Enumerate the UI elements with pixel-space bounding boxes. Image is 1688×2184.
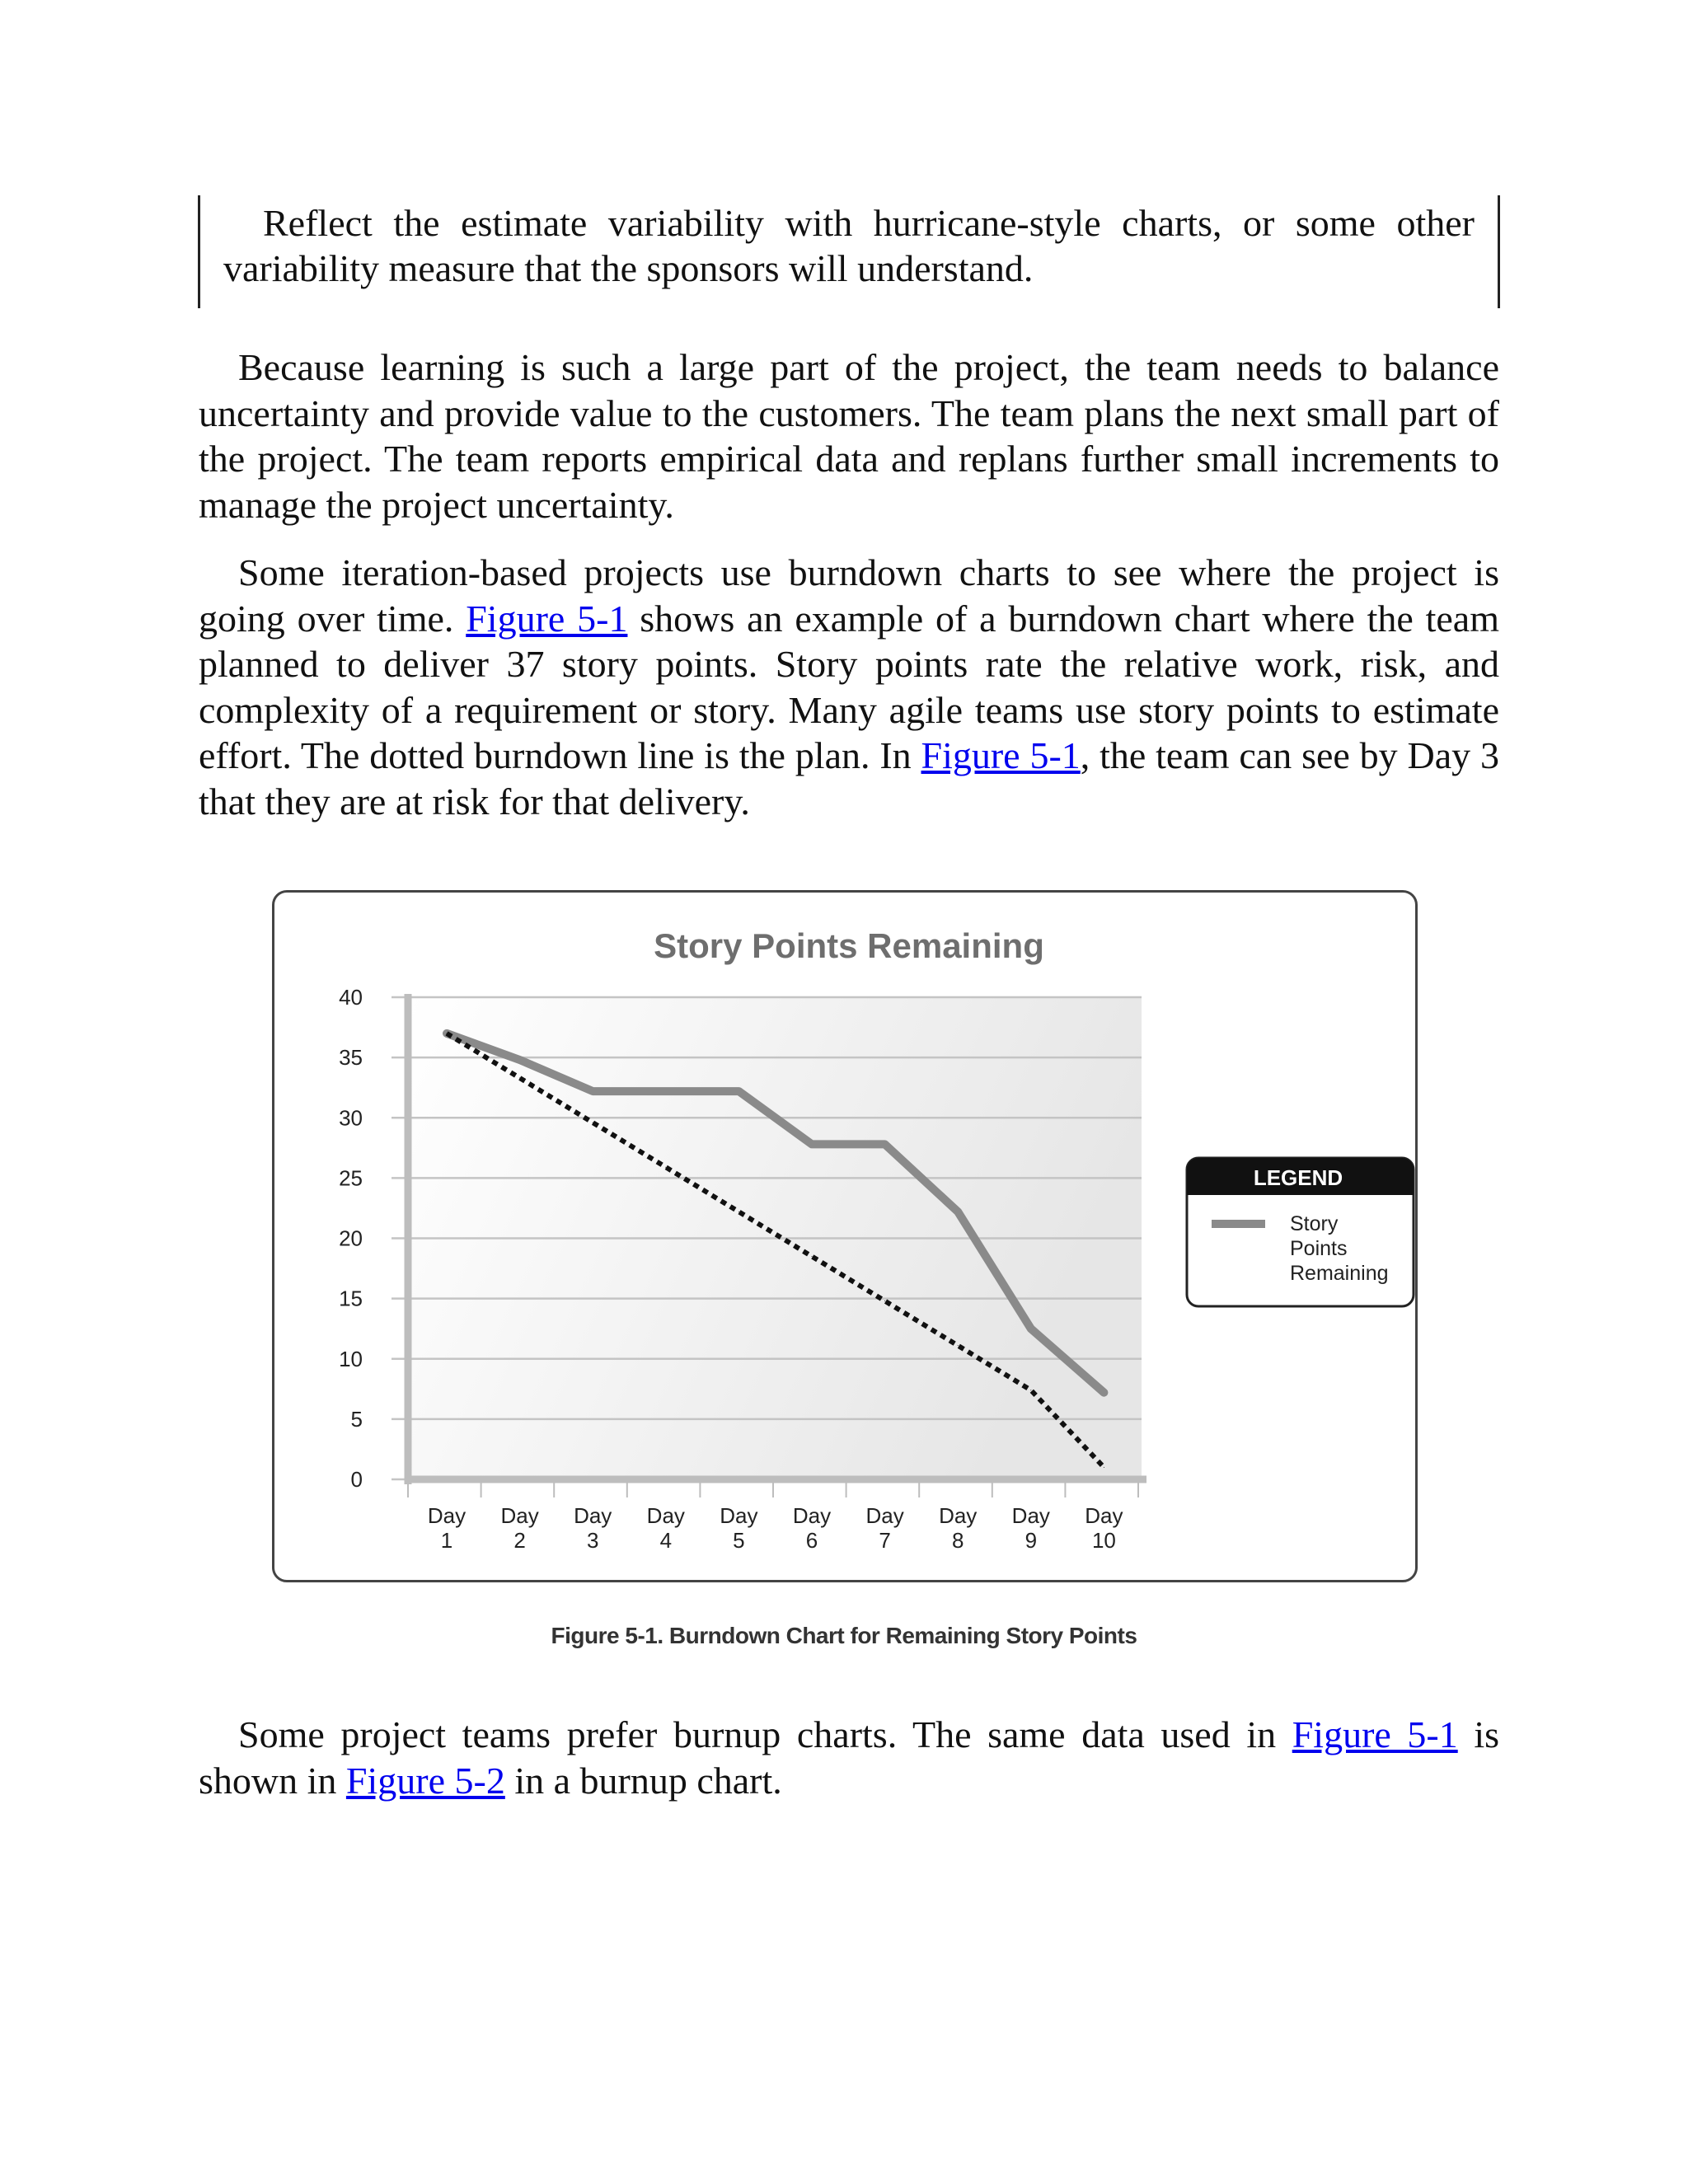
data-point (738, 1090, 739, 1092)
x-tick-label-line1: Day (574, 1503, 612, 1528)
data-point (811, 1143, 813, 1145)
figure-5-2-link[interactable]: Figure 5-2 (345, 1759, 505, 1802)
legend-title: LEGEND (1253, 1165, 1343, 1190)
data-point (665, 1090, 667, 1092)
x-tick-label-line1: Day (720, 1503, 758, 1528)
y-tick-label: 25 (339, 1165, 363, 1191)
paragraph-burnup (199, 1712, 1499, 1803)
paragraph-burnup-text-1: Some project teams prefer burnup charts. The same data used in (238, 1713, 1292, 1755)
paragraph-burndown-text-2: shows an example of a burndown chart where the team planned to deliver 37 story points. Story points rate the relative work, risk, and complexity of a requirement or story. Many agile teams use story points to estimate effort. The dotted burndown line is the plan. In (199, 597, 1499, 776)
x-tick-label-line2: 1 (440, 1528, 453, 1553)
x-tick-label-line2: 8 (951, 1528, 964, 1553)
x-tick-label-line2: 10 (1091, 1528, 1116, 1553)
data-point (812, 1256, 813, 1257)
data-point (1103, 1392, 1104, 1394)
callout-text (223, 200, 1475, 291)
callout-text-content: Reflect the estimate variability with hurricane-style charts, or some other variability measure that the sponsors will understand. (223, 202, 1475, 289)
data-point (519, 1077, 520, 1078)
x-tick-label-line2: 6 (805, 1528, 818, 1553)
x-tick-label-line2: 7 (879, 1528, 891, 1553)
legend-label: Story (1290, 1212, 1339, 1235)
x-tick-label-line1: Day (646, 1503, 685, 1528)
paragraph-learning-text: Because learning is such a large part of the project, the team needs to balance uncertainty and provide value to the customers. The team plans the next small part of the project. The team reports empirical data and replans further small increments to manage the project uncertainty. (199, 346, 1499, 526)
y-tick-label: 30 (339, 1105, 363, 1131)
y-tick-label: 35 (339, 1045, 363, 1071)
data-point (519, 1059, 521, 1061)
data-point (958, 1345, 959, 1346)
y-tick-label: 5 (350, 1406, 363, 1432)
legend-label: Remaining (1290, 1262, 1389, 1285)
paragraph-burndown-text-1: Some iteration-based projects use burndown charts to see where the project is going over time. (199, 551, 1499, 640)
legend-label: Points (1290, 1237, 1348, 1260)
y-tick-label: 40 (339, 985, 363, 1010)
data-point (592, 1090, 593, 1092)
data-point (957, 1211, 959, 1212)
sidebar-callout (198, 195, 1500, 308)
x-tick-label-line1: Day (792, 1503, 832, 1528)
x-tick-label-line2: 5 (733, 1528, 745, 1553)
x-tick-label-line1: Day (1085, 1503, 1123, 1528)
x-tick-label-line1: Day (1011, 1503, 1050, 1528)
x-tick-label-line2: 4 (659, 1528, 673, 1553)
figure-caption: Figure 5-1. Burndown Chart for Remaining Story Points (551, 1623, 1137, 1648)
y-tick-label: 15 (339, 1286, 363, 1311)
paragraph-burnup-text-3: in a burnup chart. (504, 1759, 782, 1802)
x-tick-label-line1: Day (865, 1503, 904, 1528)
y-tick-label: 10 (339, 1346, 363, 1371)
x-tick-label-line1: Day (500, 1503, 539, 1528)
data-point (884, 1143, 886, 1145)
x-tick-label-line2: 3 (586, 1528, 599, 1553)
paragraph-learning (199, 344, 1499, 527)
y-tick-label: 0 (350, 1467, 363, 1492)
chart-title: Story Points Remaining (654, 926, 1044, 965)
burndown-chart (272, 890, 1418, 1582)
figure-5-1-link-2[interactable]: Figure 5-1 (921, 734, 1081, 776)
figure-5-1-link-3[interactable]: Figure 5-1 (1292, 1713, 1458, 1755)
x-tick-label-line1: Day (939, 1503, 978, 1528)
paragraph-burndown (199, 550, 1499, 824)
x-tick-label-line1: Day (427, 1503, 467, 1528)
x-tick-label-line2: 2 (513, 1528, 526, 1553)
figure-5-1-link[interactable]: Figure 5-1 (466, 597, 628, 640)
x-tick-label-line2: 9 (1025, 1528, 1038, 1553)
data-point (665, 1167, 666, 1168)
y-tick-label: 20 (339, 1226, 363, 1251)
paragraph-burndown-text-3: , the team can see by Day 3 that they are at risk for that delivery. (199, 734, 1499, 823)
data-point (1030, 1328, 1032, 1329)
paragraph-burnup-text-2: is shown in (199, 1713, 1499, 1802)
